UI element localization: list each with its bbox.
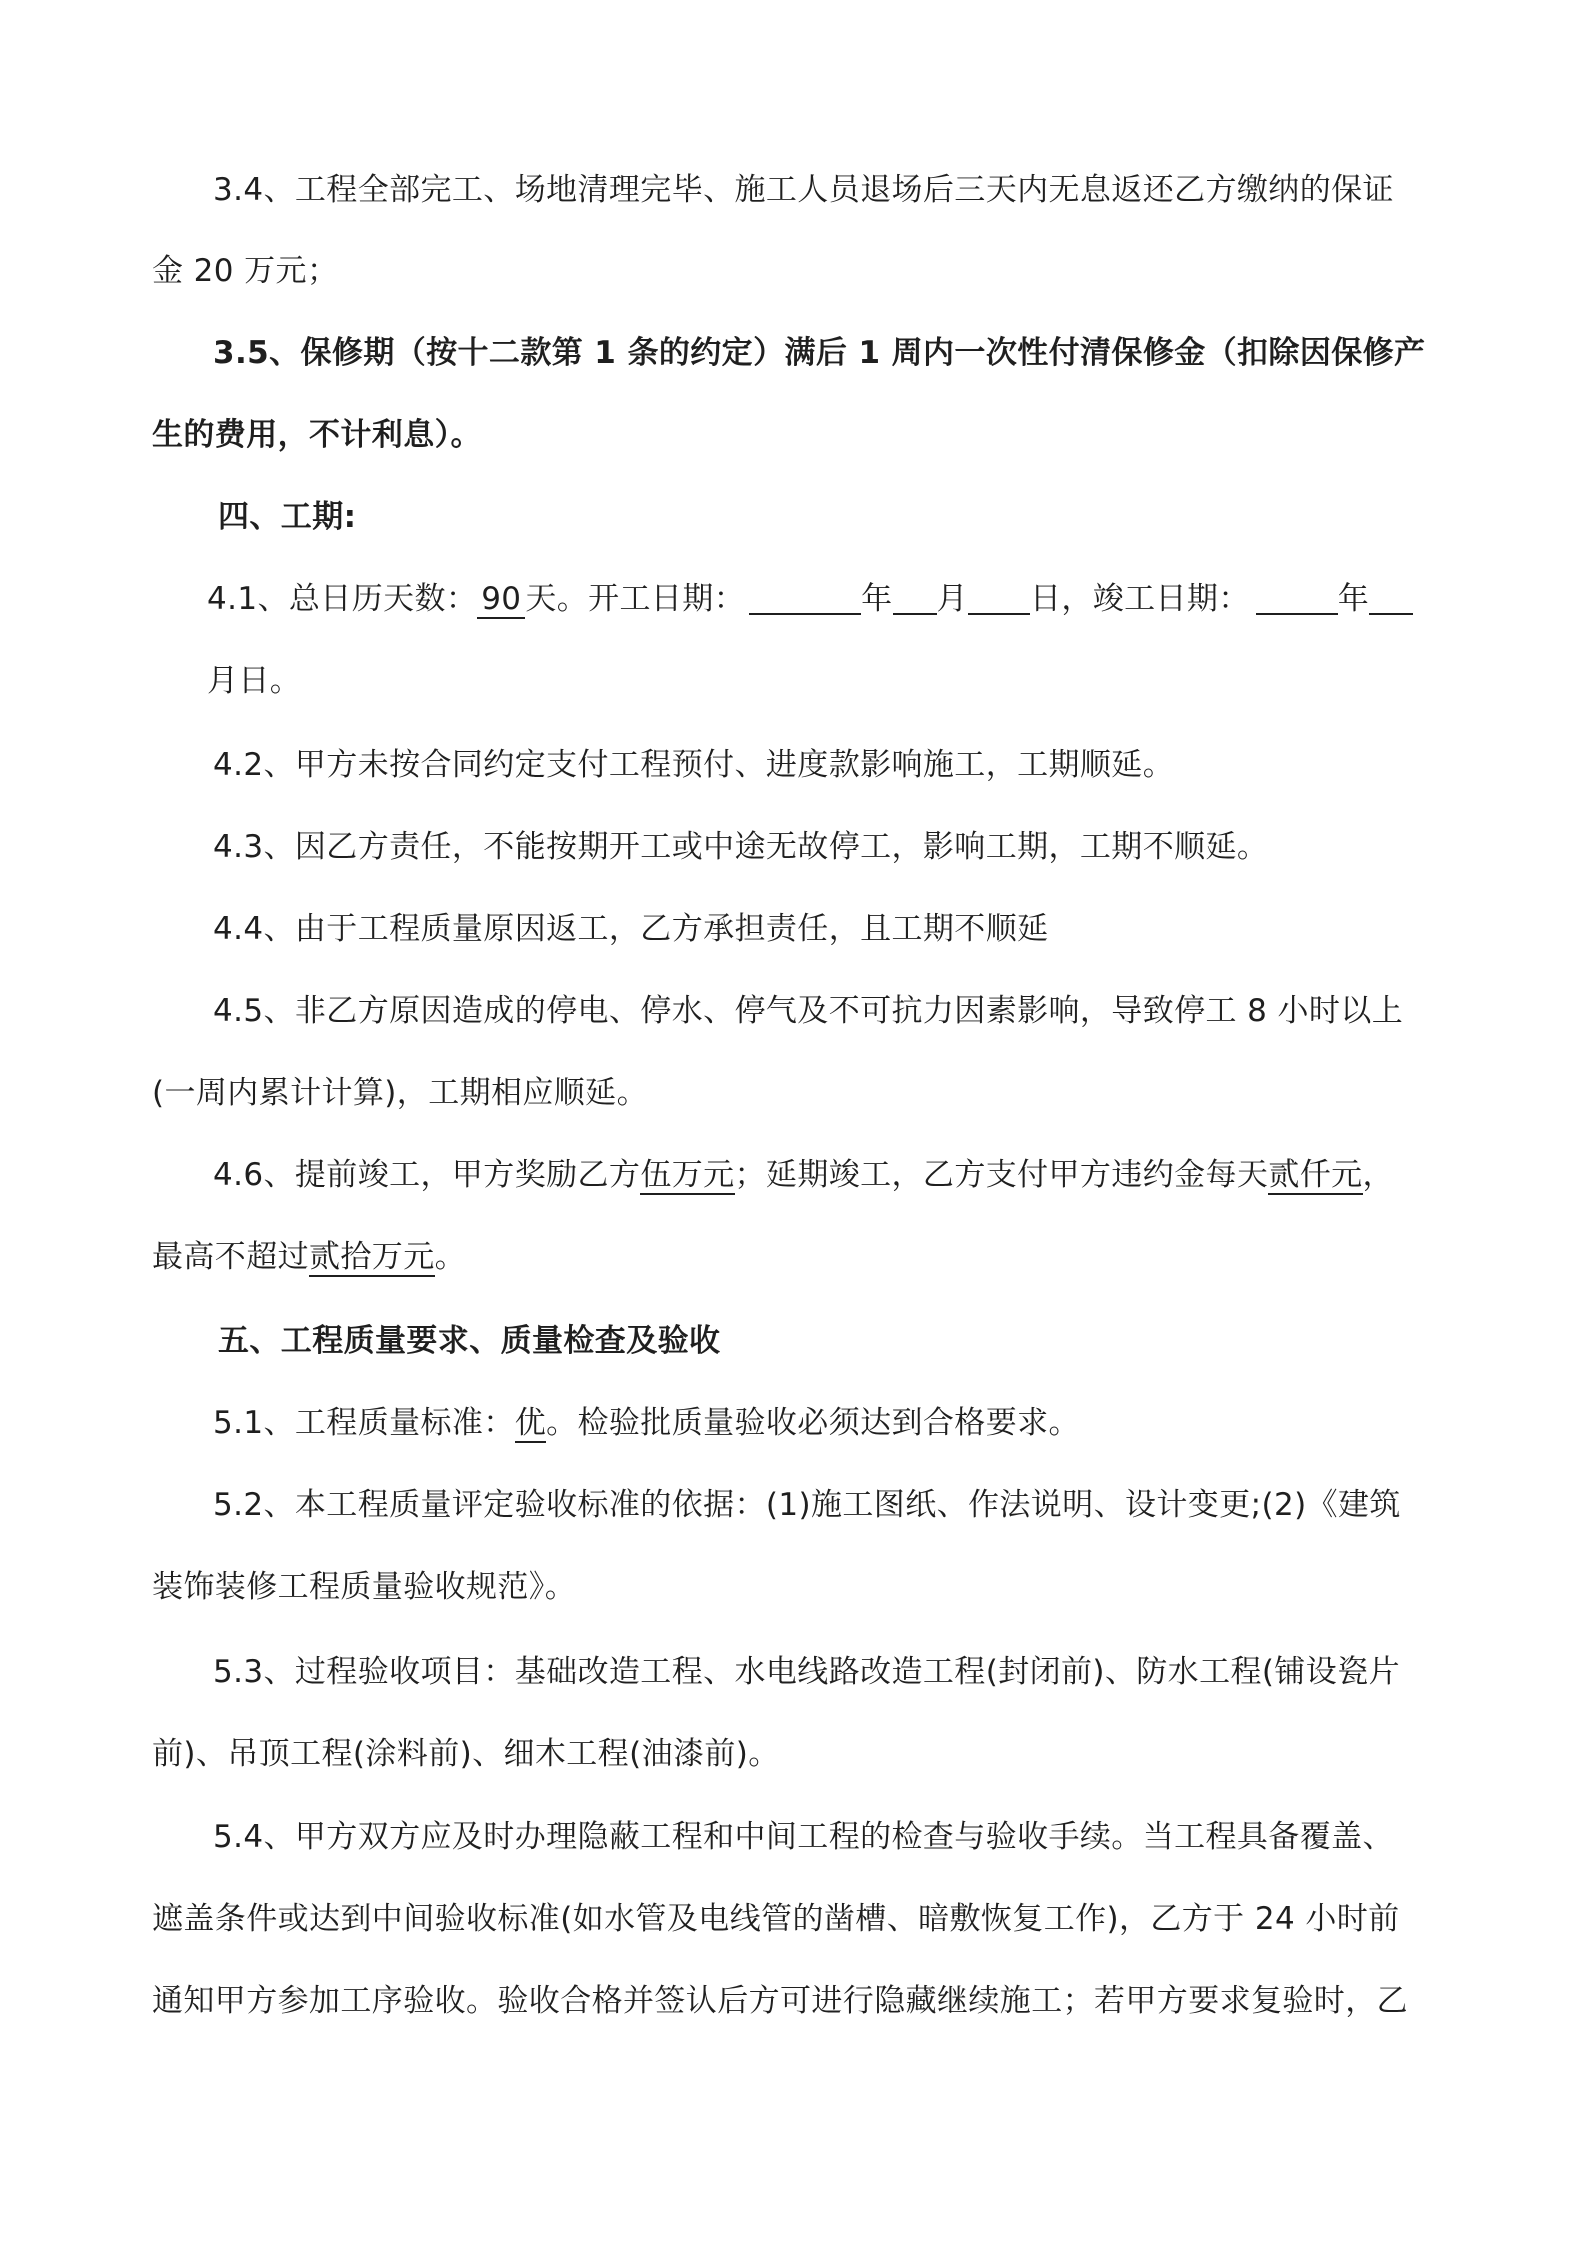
clause-4-6-text-c: ， bbox=[1362, 1157, 1394, 1193]
clause-5-1-text: 。检验批质量验收必须达到合格要求。 bbox=[546, 1405, 1080, 1441]
clause-4-6-text-b: ；延期竣工，乙方支付甲方违约金每天 bbox=[734, 1157, 1269, 1193]
clause-3-5-line-1: 3.5、保修期（按十二款第 1 条的约定）满后 1 周内一次性付清保修金（扣除因保修产 bbox=[213, 335, 1426, 371]
end-year-blank bbox=[1256, 577, 1338, 615]
clause-3-5-line-2: 生的费用，不计利息）。 bbox=[152, 417, 482, 453]
clause-4-4: 4.4、由于工程质量原因返工，乙方承担责任，且工期不顺延 bbox=[213, 911, 1049, 947]
clause-4-3: 4.3、因乙方责任，不能按期开工或中途无故停工，影响工期，工期不顺延。 bbox=[213, 829, 1269, 865]
start-year-label: 年 bbox=[861, 581, 893, 617]
clause-4-5-line-2: (一周内累计计算)，工期相应顺延。 bbox=[152, 1075, 648, 1111]
max-penalty-amount: 贰拾万元 bbox=[309, 1239, 435, 1275]
clause-3-4-line-1: 3.4、工程全部完工、场地清理完毕、施工人员退场后三天内无息返还乙方缴纳的保证 bbox=[213, 172, 1394, 208]
end-month-blank bbox=[1369, 577, 1413, 615]
clause-4-5-line-1: 4.5、非乙方原因造成的停电、停水、停气及不可抗力因素影响，导致停工 8 小时以上 bbox=[213, 993, 1404, 1029]
clause-5-3-line-2: 前)、吊顶工程(涂料前)、细木工程(油漆前)。 bbox=[152, 1736, 780, 1772]
section-5-heading: 五、工程质量要求、质量检查及验收 bbox=[218, 1323, 721, 1359]
start-month-label: 月 bbox=[936, 581, 968, 617]
section-4-heading: 四、工期: bbox=[218, 499, 357, 535]
clause-5-1 bbox=[213, 1401, 1080, 1445]
clause-4-1-line-2: 月日。 bbox=[207, 663, 302, 699]
start-month-blank bbox=[893, 577, 937, 615]
clause-5-3-line-1: 5.3、过程验收项目：基础改造工程、水电线路改造工程(封闭前)、防水工程(铺设瓷片 bbox=[213, 1654, 1400, 1690]
clause-5-4-line-3: 通知甲方参加工序验收。验收合格并签认后方可进行隐藏继续施工；若甲方要求复验时，乙 bbox=[152, 1983, 1408, 2019]
clause-3-4-line-2: 金 20 万元； bbox=[152, 253, 339, 289]
clause-4-1-label: 4.1、总日历天数： bbox=[207, 581, 478, 617]
clause-5-2-line-2: 装饰装修工程质量验收规范》。 bbox=[152, 1569, 577, 1605]
start-day-blank bbox=[968, 577, 1030, 615]
start-year-blank bbox=[749, 577, 861, 615]
clause-4-1-line-1 bbox=[207, 577, 1413, 621]
clause-4-1-text-a: 天。开工日期： bbox=[525, 581, 746, 617]
daily-penalty-amount: 贰仟元 bbox=[1268, 1157, 1363, 1193]
end-year-label: 年 bbox=[1337, 581, 1370, 617]
clause-4-1-text-b: 日，竣工日期： bbox=[1029, 581, 1250, 617]
quality-standard-value: 优 bbox=[514, 1405, 547, 1441]
clause-4-6-line-2 bbox=[152, 1235, 466, 1279]
clause-4-6-text-a: 4.6、提前竣工，甲方奖励乙方 bbox=[213, 1157, 641, 1193]
clause-5-4-line-1: 5.4、甲方双方应及时办理隐蔽工程和中间工程的检查与验收手续。当工程具备覆盖、 bbox=[213, 1819, 1394, 1855]
clause-4-6-text-e: 。 bbox=[434, 1239, 467, 1275]
clause-5-2-line-1: 5.2、本工程质量评定验收标准的依据：(1)施工图纸、作法说明、设计变更;(2)《建筑 bbox=[213, 1487, 1401, 1523]
clause-4-2: 4.2、甲方未按合同约定支付工程预付、进度款影响施工，工期顺延。 bbox=[213, 747, 1175, 783]
total-days-value: 90 bbox=[477, 581, 525, 619]
clause-4-6-line-1 bbox=[213, 1153, 1394, 1197]
early-completion-reward: 伍万元 bbox=[640, 1157, 735, 1193]
clause-5-4-line-2: 遮盖条件或达到中间验收标准(如水管及电线管的凿槽、暗敷恢复工作)，乙方于 24 小时前 bbox=[152, 1901, 1400, 1937]
clause-4-6-text-d: 最高不超过 bbox=[152, 1239, 309, 1275]
clause-5-1-label: 5.1、工程质量标准： bbox=[213, 1405, 515, 1441]
